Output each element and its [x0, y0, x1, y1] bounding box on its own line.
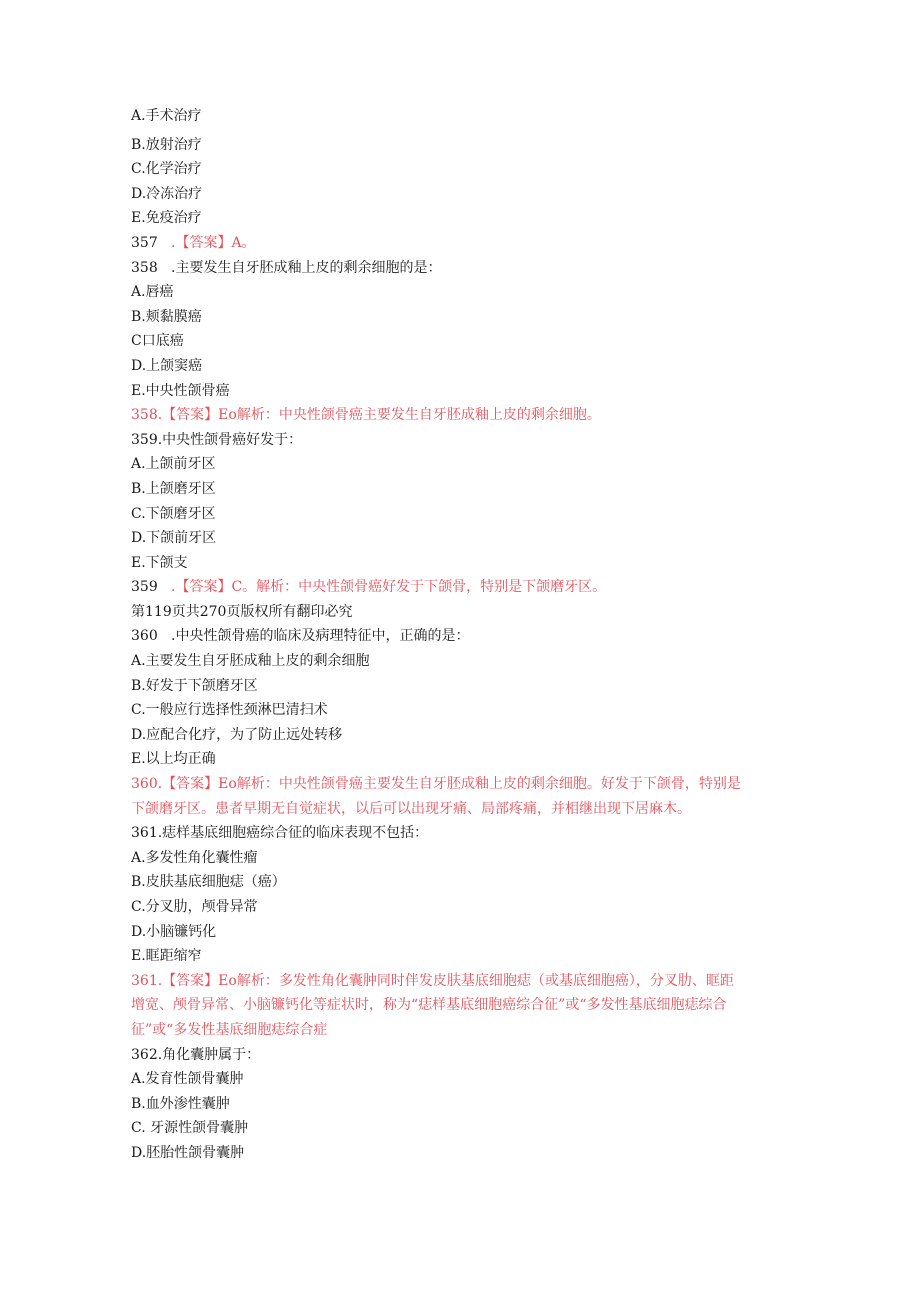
- option-line: [131, 551, 741, 576]
- option-line: [131, 379, 741, 404]
- line-text: D.上颌窦癌: [131, 357, 203, 374]
- option-line: [131, 526, 741, 551]
- question-line: [131, 821, 741, 846]
- line-text: .【答案】A。: [171, 234, 256, 251]
- option-line: [131, 920, 741, 945]
- line-text: E.以上均正确: [131, 751, 216, 768]
- line-text: 358.【答案】Eo解析：中央性颌骨癌主要发生自牙胚成釉上皮的剩余细胞。: [131, 407, 601, 424]
- line-text: C.化学治疗: [131, 161, 202, 178]
- answer-line: [131, 969, 741, 1043]
- line-text: D.胚胎性颌骨囊肿: [131, 1144, 245, 1161]
- line-text: E.中央性颌骨癌: [131, 382, 230, 399]
- line-text: E.眶距缩窄: [131, 948, 202, 965]
- option-line: [131, 944, 741, 969]
- line-text: 360.【答案】Eo解析：中央性颌骨癌主要发生自牙胚成釉上皮的剩余细胞。好发于下颌骨，特别是下颌磨牙区。患者早期无自觉症状，以后可以出现牙痛、局部疼痛，并相继出现下居麻木。: [131, 776, 741, 817]
- line-text: B.好发于下颌磨牙区: [131, 677, 258, 694]
- option-line: [131, 870, 741, 895]
- answer-line: [131, 772, 741, 821]
- line-text: 359.中央性颌骨癌好发于：: [131, 431, 303, 448]
- option-line: [131, 477, 741, 502]
- line-text: A.唇癌: [131, 284, 174, 301]
- question-line: [131, 1043, 741, 1068]
- line-text: .中央性颌骨癌的临床及病理特征中，正确的是：: [171, 628, 470, 645]
- option-line: [131, 182, 741, 207]
- option-line: [131, 674, 741, 699]
- line-text: D.冷冻治疗: [131, 185, 203, 202]
- line-text: A.主要发生自牙胚成釉上皮的剩余细胞: [131, 653, 370, 670]
- option-line: [131, 747, 741, 772]
- line-text: 第119页共270页版权所有翻印必究: [131, 603, 353, 620]
- option-line: [131, 1141, 741, 1166]
- question-list: [131, 104, 741, 1166]
- option-line: [131, 329, 741, 354]
- line-text: .主要发生自牙胚成釉上皮的剩余细胞的是：: [171, 259, 442, 276]
- option-line: [131, 1067, 741, 1092]
- line-text: B.颊黏膜癌: [131, 308, 202, 325]
- line-text: C.一般应行选择性颈淋巴清扫术: [131, 702, 328, 719]
- answer-line: [131, 575, 741, 600]
- option-line: [131, 206, 741, 231]
- line-text: B.放射治疗: [131, 136, 202, 153]
- line-text: D.小脑镰钙化: [131, 923, 217, 940]
- option-line: [131, 723, 741, 748]
- item-number: 360: [131, 628, 158, 645]
- option-line: [131, 280, 741, 305]
- option-line: [131, 354, 741, 379]
- option-line: [131, 133, 741, 158]
- line-text: C口底癌: [131, 333, 184, 350]
- line-text: E.免疫治疗: [131, 210, 202, 227]
- item-number: 357: [131, 234, 158, 251]
- line-text: A.发育性颌骨囊肿: [131, 1071, 244, 1088]
- line-text: 362.角化囊肿属于：: [131, 1046, 261, 1063]
- question-line: [131, 428, 741, 453]
- line-text: D.下颌前牙区: [131, 530, 217, 547]
- option-line: [131, 104, 741, 129]
- option-line: [131, 502, 741, 527]
- line-text: C. 牙源性颌骨囊肿: [131, 1120, 249, 1137]
- line-text: A.多发性角化囊性瘤: [131, 849, 258, 866]
- line-text: B.血外渗性囊肿: [131, 1095, 230, 1112]
- line-text: A.手术治疗: [131, 108, 202, 124]
- option-line: [131, 1116, 741, 1141]
- item-number: 358: [131, 259, 158, 276]
- option-line: [131, 846, 741, 871]
- option-line: [131, 452, 741, 477]
- question-line: [131, 256, 741, 281]
- line-text: B.上颌磨牙区: [131, 480, 216, 497]
- line-text: B.皮肤基底细胞痣（癌）: [131, 874, 286, 891]
- answer-line: [131, 403, 741, 428]
- line-text: C.分叉肋，颅骨异常: [131, 899, 258, 915]
- option-line: [131, 895, 741, 920]
- line-text: 361.痣样基底细胞癌综合征的临床表现不包括：: [131, 825, 429, 842]
- line-text: E.下颌支: [131, 554, 188, 571]
- item-number: 359: [131, 579, 158, 596]
- page-footer: [131, 600, 741, 625]
- line-text: D.应配合化疗，为了防止远处转移: [131, 726, 343, 743]
- option-line: [131, 698, 741, 723]
- option-line: [131, 649, 741, 674]
- line-text: .【答案】C。解析：中央性颌骨癌好发于下颌骨，特别是下颌磨牙区。: [171, 579, 607, 596]
- line-text: C.下颌磨牙区: [131, 505, 216, 522]
- option-line: [131, 1092, 741, 1117]
- question-line: [131, 624, 741, 649]
- option-line: [131, 305, 741, 330]
- line-text: 361.【答案】Eo解析：多发性角化囊肿同时伴发皮肤基底细胞痣（或基底细胞癌），分叉肋、眶距增宽、颅骨异常、小脑镰钙化等症状时，称为“痣样基底细胞癌综合征”或“多发性基底细胞痣综合征”或“多发性基底细胞痣综合症: [131, 972, 734, 1038]
- option-line: [131, 157, 741, 182]
- line-text: A.上颌前牙区: [131, 456, 216, 473]
- answer-line: [131, 231, 741, 256]
